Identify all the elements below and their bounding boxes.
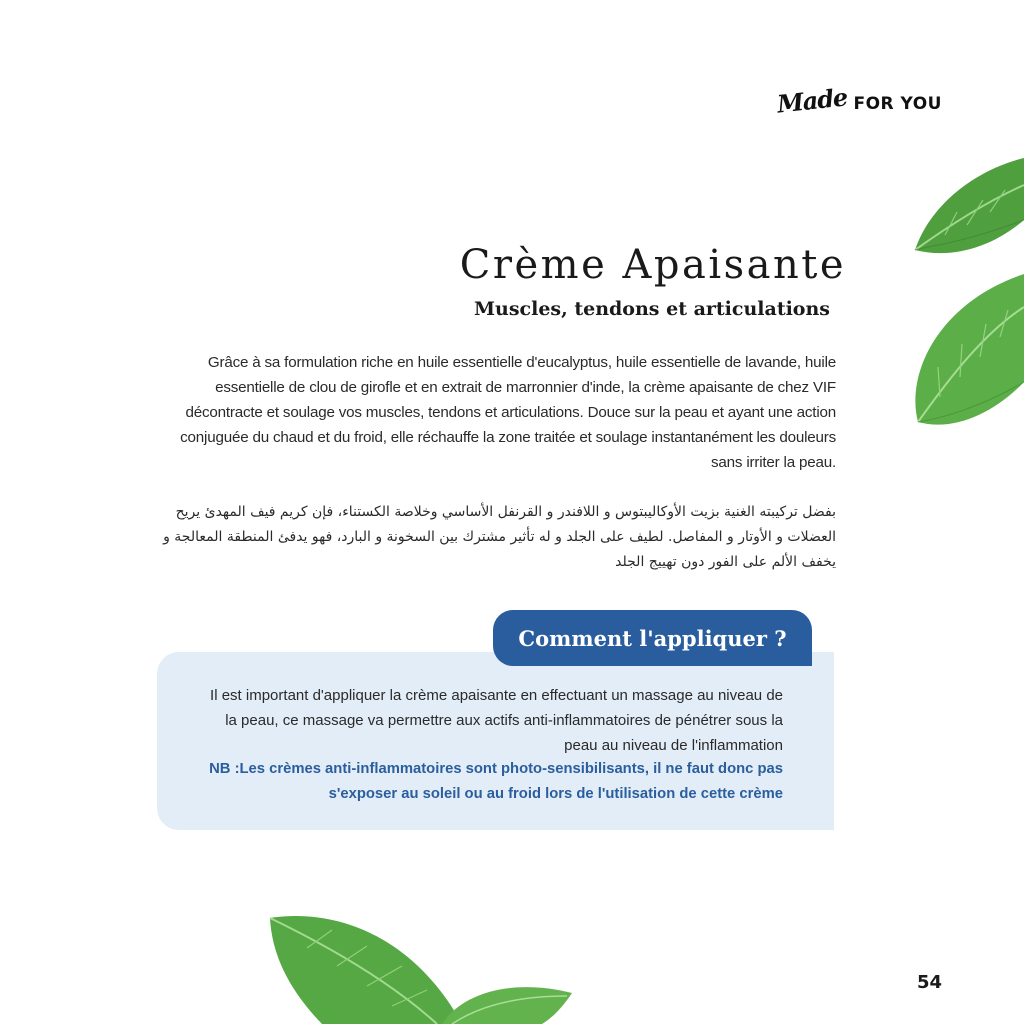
description-french: Grâce à sa formulation riche en huile essentielle d'eucalyptus, huile essentielle de lavande, huile essentielle de clou de girofle et en extrait de marronnier d'inde, la crème apaisante de chez VIF décontracte et soulage vos muscles, tendons et articulations. Douce sur la peau et ayant une action conjuguée du chaud et du froid, elle réchauffe la zone traitée et soulage instantanément les douleurs sans irriter la peau. (180, 354, 836, 471)
mint-leaf-bottom-image (262, 908, 584, 1024)
brand-text: FOR YOU (853, 94, 942, 114)
application-note: NB :Les crèmes anti-inflammatoires sont photo-sensibilisants, il ne faut donc pas s'exposer au soleil ou au froid lors de l'utilisation de cette crème (209, 761, 783, 802)
application-text: Il est important d'appliquer la crème apaisante en effectuant un massage au niveau de la peau, ce massage va permettre aux actifs anti-inflammatoires de pénétrer sous la peau au niveau de l'inflammation (210, 687, 783, 754)
page-title: Crème Apaisante (459, 242, 846, 288)
brand-logo (775, 82, 942, 119)
application-heading: Comment l'appliquer ? (493, 610, 812, 666)
mint-leaf-middle-image (900, 262, 1024, 432)
brand-script: Made (775, 82, 849, 119)
page-number: 54 (916, 972, 942, 993)
page-subtitle: Muscles, tendons et articulations (474, 298, 830, 320)
description-arabic: بفضل تركيبته الغنية بزيت الأوكاليبتوس و اللافندر و القرنفل الأساسي وخلاصة الكستناء، فإن كريم فيف المهدئ يريح العضلات و الأوتار و المفاصل. لطيف على الجلد و له تأثير مشترك بين السخونة و البارد، فهو يدفئ المنطقة المعالجة و يخفف الألم على الفور دون تهييج الجلد (163, 504, 836, 570)
